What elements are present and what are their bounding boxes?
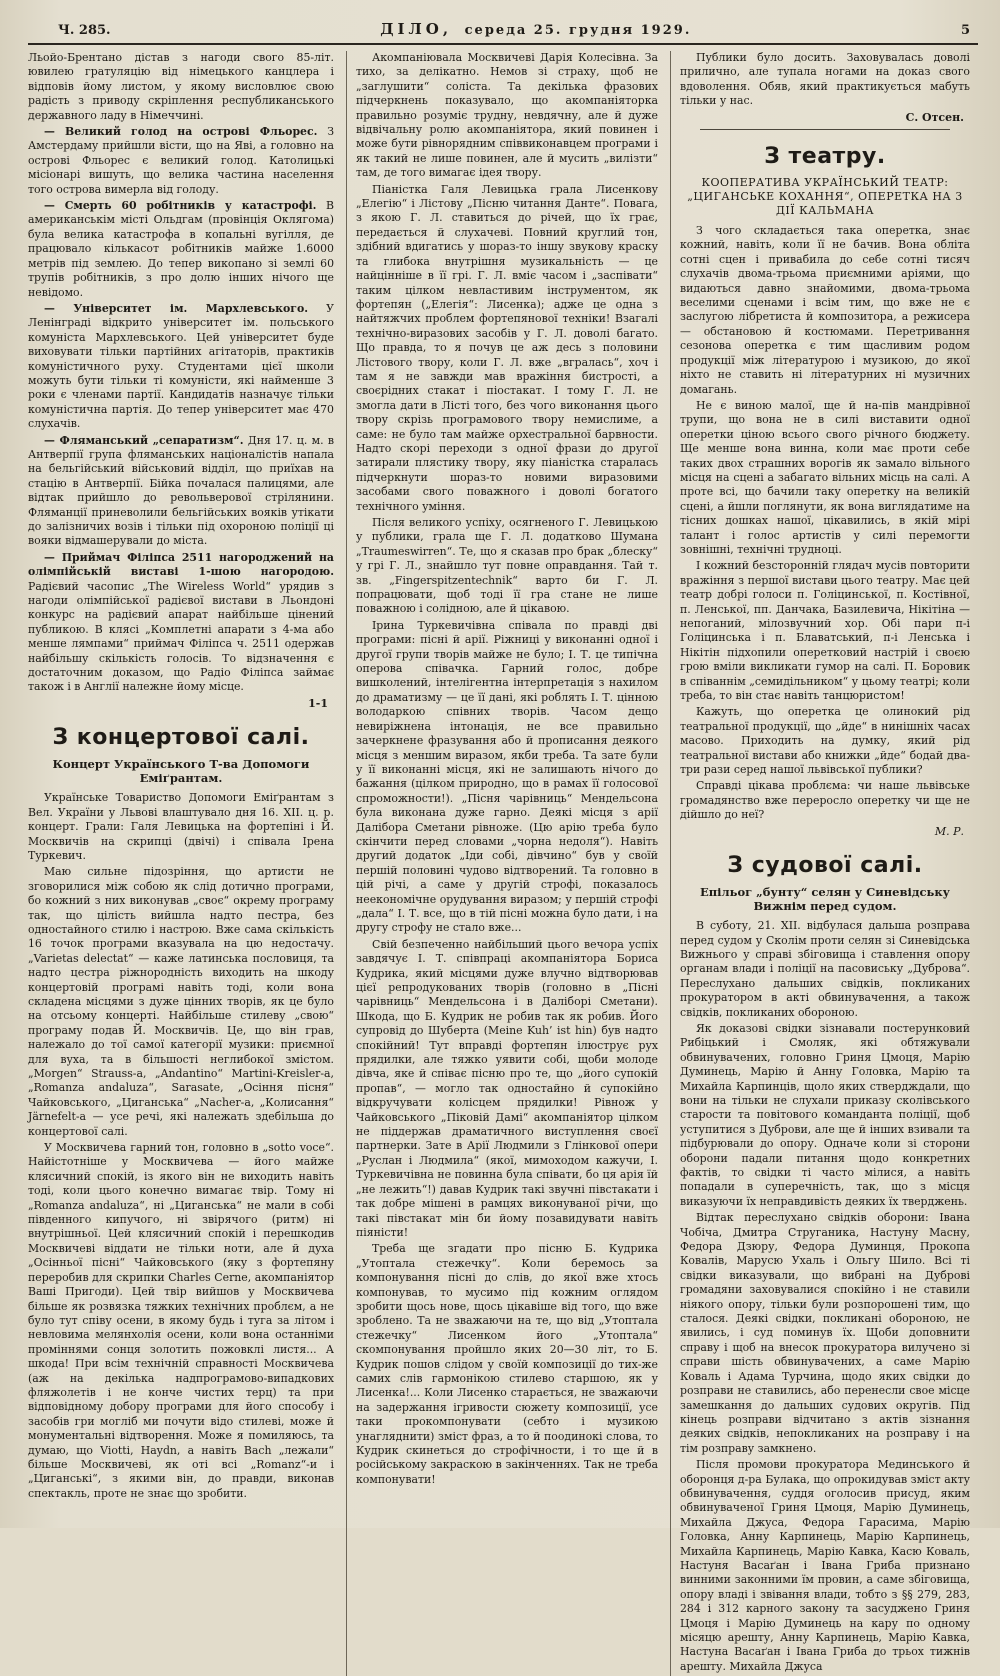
news-lead: — Приймач Філіпса 2511 нагороджений на олімпійській виставі 1-шою нагородою. bbox=[28, 550, 334, 579]
issue-number: Ч. 285. bbox=[58, 23, 111, 38]
author-signature: М. Р. bbox=[934, 824, 964, 838]
article-paragraph: І кожний безсторонній глядач мусів повторити вражіння з першої вистави цього театру. Має цей театр добрі голоси п. Голіцинської, п. Костівної, п. Ленської, пп. Данчака, Базилевича, Нікітіна — непоганий, мілозвучний хор. Обі пари п-і Голіцинська і п. Блаватський, п-і Ленська і Нікітін підхопили оперетковий настрій і своєю грою вміли викликати гумор на салі. П. Боровик в співаннім „семидільником“ у цьому театрі; коли треба, то він стає навіть танцюристом! bbox=[680, 559, 970, 703]
article-paragraph: Треба ще згадати про пісню Б. Кудрика „Утоптала стежечку“. Коли беремось за компонування пісні до слів, до якої вже хтось компонував, то мусимо під кожним оглядом зробити щось нове, щось цікавіше від того, що вже зроблено. Та не зважаючи на те, що від „Утоптала стежечку“ Лисенком його „Утоптала“ скомпонування пройшло яких 20—30 літ, то Б. Кудрик пошов слідом у своїй композиції до тих-же самих слів гармонікою стилево старшою, як у Лисенка!... Коли Лисенко старається, не зважаючи на задержання ігривости сюжету композиції, усе таки прокомпонувати (себто і музикою унагляднити) зміст фраз, а то й поодинокі слова, то Кудрик скинеться до строфічности, і то ще й в російському закраскою в закінченнях. Так не треба компонувати! bbox=[356, 1242, 658, 1486]
column-2 bbox=[346, 51, 658, 1676]
article-paragraph: Акомпаніювала Москвичеві Дарія Колесівна. За тихо, за делікатно. Немов зі страху, щоб не „заглушити“ соліста. Та декілька фразових підчеркнень показувало, що акомпаніяторка правильно розуміє трудну, невдячну, але й дуже відвічальну ролю акомпаніятора, який повинен і може бути рівнорядним співвиконавцем програми і як такий не лише повинен, але й мусить „вилізти“ там, де того вимагає ідея твору. bbox=[356, 51, 658, 180]
article-paragraph: В суботу, 21. XII. відбулася дальша розправа перед судом у Сколім проти селян зі Синевідська Вижнього у справі збіговища і ставлення опору органам влади і поліції на пасовиську „Дуброва“. Переслухано дальших свідків, покликаних прокуратором в акті обвинувачення, а також свідків, покликаних обороною. bbox=[680, 919, 970, 1019]
page-number: 5 bbox=[960, 23, 970, 38]
news-lead: — Смерть 60 робітників у катастрофі. bbox=[44, 199, 317, 213]
divider bbox=[700, 129, 950, 130]
article-paragraph: Ірина Туркевичівна співала по правді дві програми: пісні й арії. Ріжниці у виконанні одної і другої групи творів майже не було; І. Т. це типічна оперова співачка. Гарний голос, добре вишколений, інтелігентна інтерпретація з нахилом до драматизму — це її дані, які роблять І. Т. цінною володаркою співних творів. Часом дещо невиріжнена інтонація, не все правильно зачеркнене фразування або й прописання деякого місця з меншим виразом, якби треба. Та зате були у її виконанні місця, які не залишають нічого до бажання (цілком природно, що в рамах її голосової спроможности!). „Пісня чарівниць“ Мендельсона була виконана дуже гарно. Деякі місця з арії Далібора Сметани рівноже. (Цю арію треба було скінчити перед словами „чорна недоля“). Навіть другий додаток „Іди собі, дівчино“ був у своїй першій половині чудово відтворений. Та головно в цій річі, а саме у другій строфі, показалось неекономічне орудування виразом; у першій строфі „дала“ І. Т. все, що в тій пісні можна було дати, і на другу строфу не стало вже... bbox=[356, 618, 658, 935]
section-heading-concert: З концертової салі. bbox=[52, 725, 310, 751]
news-lead: — Університет ім. Мархлевського. bbox=[44, 301, 309, 315]
column-1 bbox=[28, 51, 334, 1676]
news-item bbox=[28, 434, 334, 549]
author-signature: С. Отсен. bbox=[905, 110, 964, 124]
masthead-center bbox=[380, 20, 691, 38]
article-paragraph: Відтак переслухано свідків оборони: Івана Чобіча, Дмитра Струганика, Настуну Масну, Федора Дзюру, Федора Думинця, Прокопа Ковалів, Марусю Ухаль і Ольгу Шило. Всі ті свідки виказували, що вибрані на Дуброві громадяни заховувалися спокійно і не ставили ніякого опору, тільки були розпорошені тим, що сталося. Деякі свідки, покликані обороною, не явились, і суд поминув їх. Щоби доповнити справу і щоб на внесок прокуратора вилучено зі справи шість обвинувачених, а саме Марію Коваль і Адама Турчина, щодо яких свідки до розправи не ставились, або перенесли свое місце замешкання до дальших судових округів. Під кінець розправи відчитано з актів зізнання деяких свідків, непокликаних на розправу і на тім розправу замкнено. bbox=[680, 1211, 970, 1455]
article-paragraph: Справді цікава проблєма: чи наше львівське громадянство вже переросло оперетку чи ще не дійшло до неї? bbox=[680, 779, 970, 822]
article-paragraph: Як доказові свідки зізнавали постерунковий Рибіцький і Смоляк, які обтяжували обвинувачених, головно Гриня Цмоця, Марію Думинець, Марію й Анну Головка, Марію та Михайла Карпинців, щоло яких ствердждали, що вони на тільки не слухали приказу сколівського старости та повітового команданта поліції, щоб уступитися з Дуброви, але ще й інших взивали та підбурювали до опору. Одначе коли зі сторони оборони падали питання щодо конкретних фактів, то свідки ті часто мілися, а навіть попадали в суперечність, так, що з місця виказуючи їх неправдивість деяких їх тверджень. bbox=[680, 1021, 970, 1208]
article-title-theatre: КООПЕРАТИВА УКРАЇНСЬКИЙ ТЕАТР: „ЦИГАНСЬКЕ КОХАННЯ“, ОПЕРЕТКА НА 3 ДІЇ КАЛЬМАНА bbox=[687, 176, 963, 218]
article-paragraph: Кажуть, що оперетка це олинокий рід театральної продукції, що „йде“ в нинішніх часах масово. Приходить на думку, який рід театральної вистави або книжки „йде“ бодай два-три рази серед нашої львівської публики? bbox=[680, 705, 970, 777]
column-3 bbox=[670, 51, 970, 1676]
article-paragraph: Після великого успіху, осягненого Г. Левицькою у публики, грала ще Г. Л. додатково Шумана „Traumeswirren“. Те, що я сказав про брак „блеску“ у грі Г. Л., знайшло тут повне оправдання. Тай т. зв. „Fingerspitzentechnik“ варто би Г. Л. попрацювати, щоб тоді її гра стане не лише поважною і солідною, але й цікавою. bbox=[356, 516, 658, 616]
ad-code: 1-1 bbox=[308, 696, 328, 710]
article-paragraph: Публики було досить. Заховувалась доволі прилично, але тупала ногами на доказ свого вдоволення. Обяв, який практикується мабуть тільки у нас. bbox=[680, 51, 970, 108]
news-lead: — Фляманський „сепаратизм“. bbox=[44, 433, 244, 447]
article-title-concert: Концерт Українського Т-ва Допомоги Еміґрантам. bbox=[52, 757, 310, 786]
news-item-continuation: Льойо-Брентано дістав з нагоди свого 85-літ. ювилею гратуляцію від німецького канцлера і відповів йому листом, у якому висловлює свою радість з приводу скріплення республиканського державного ладу в Німеччині. bbox=[28, 51, 334, 122]
masthead bbox=[28, 20, 978, 45]
news-item bbox=[28, 199, 334, 300]
article-columns bbox=[28, 51, 978, 1673]
article-paragraph: Українське Товариство Допомоги Еміґрантам з Вел. України у Львові влаштувало дня 16. XII. ц. р. концерт. Грали: Галя Левицька на фортепіні і Й. Москвичів на скрипці (двічі) і співала Ірена Туркевич. bbox=[28, 791, 334, 862]
section-heading-theatre: З театру. bbox=[764, 144, 886, 170]
issue-date: середа 25. грудня 1929. bbox=[464, 23, 692, 38]
news-item bbox=[28, 125, 334, 197]
section-heading-court: З судової салі. bbox=[727, 853, 923, 879]
news-item-ad bbox=[28, 551, 334, 695]
newspaper-title: ДІЛО, bbox=[380, 20, 453, 38]
news-text: Радієвий часопис „The Wireless World“ урядив з нагоди олімпійської радієвої вистави в Льондоні конкурс на радієвий апарат найбільше цінений публикою. В клясі „Комплетні апарати з 4-ма або менше лямпами“ приймач Філіпса ч. 2511 одержав найбільшу скількість голосів. То відзначення є достаточним доказом, що Радіо Філіпса займає також і в Англії належне йому місце. bbox=[28, 579, 334, 694]
article-paragraph: У Москвичева гарний тон, головно в „sotto voce“. Найістотніше у Москвичева — його майже клясичний спокій, із якого він не виходить навіть тоді, коли цього конечно вимагає твір. Тому ні „Romanza andaluza“, ні „Циганська“ не мали в собі південного кипучого, ні звірячого (ритм) ні внутрішньої. Цей клясичний спокій і перешкодив Москвичеві віддати не тільки ноти, але й духа „Осінньої пісні“ Чайковського (яку з фортепяну переробив для скрипки Charles Cerne, акомпаніятор Ваші Пригоди). Цей твір вийшов у Москвичева більше як розвязка тяжких технічних проблєм, а не було тут співу осени, в якому будь і туга за літом і невловима мелянхолія осени, коли вона останніми проміннями сонця золотить пожовклі листя... А шкода! При всім технічній справності Москвичева (аж на декілька надпрограмово-випадкових фляжолетів і не конче чистих терц) та при відповідному добору програми для його способу і засобів гри могліб ми почути відо стилеві, може й монументальні відтворення. Може я помиляюсь, та думаю, що Viotti, Haydn, а навіть Bach „лежали“ більше Москвичеві, як оті всі „Romanz“-и і „Циганські“, з якими він, до правди, виконав спектакль, проте не знає що зробити. bbox=[28, 1141, 334, 1500]
news-lead: — Великий голод на острові Фльорес. bbox=[44, 125, 318, 139]
news-item bbox=[28, 302, 334, 432]
article-title-court: Епільог „бунту“ селян у Синевідську Вижнім перед судом. bbox=[700, 885, 950, 914]
article-paragraph: Не є виною малої, ще й на-пів мандрівної трупи, що вона не в силі виставити одної оперетки ціною всього свого річного бюджету. Ще менше вона винна, коли має проти себе таких двох страшних ворогів як замало вільного місця на сцені а забагато вільних місць на салі. А проте всі, що бачили таку оперетку на великій сцені, а йшли поглянути, як вона виглядатиме на тісних дошках нашої, цікавились, в якій мірі талант і голос артистів у силі перемогти зовнішні, технічні трудноці. bbox=[680, 398, 970, 556]
article-paragraph: Після промови прокуратора Мединського й оборонця д-ра Булака, що опрокидував зміст акту обвинувачення, суддя оголосив присуд, яким обвинуваченої Гриня Цмоця, Марію Думинець, Михайла Джуса, Федора Гарасима, Марію Головка, Анну Карпинець, Марію Карпинець, Михайла Карпинець, Марію Кавка, Касю Коваль, Настуня Васаґан і Івана Гриба признано винними законними їм провин, а саме збіговища, опору владі і звівання влади, тобто з §§ 279, 283, 284 і 312 карного закону та засуджено Гриня Цмоця і Марію Думинець на кару по одному місяцю арешту, Анну Карпинець, Марію Кавка, Настуна Васаґан і Івана Гриба до трьох тижнів арешту. Михайла Джуса bbox=[680, 1458, 970, 1673]
article-paragraph: Свій безпеченно найбільший цього вечора успіх завдячує І. Т. співпраці акомпаніятора Бориса Кудрика, який місцями дуже влучно відтворював цієї репродукованих творів (головно в „Пісні чарівниць“ Мендельсона і в Даліборі Сметани). Шкода, що Б. Кудрик не робив так як робив. Його супровід до Шуберта (Meine Kuh’ ist hin) був надто спокійний! Тут вправді фортепян ілюструє рух прядилки, але тяжко уявити собі, щоби молоде дівча, яке й співає пісню про те, що „його супокій пропав“, — могло так одностайно й супокійно відкручувати колісцем прядилки! Рівнож у Чайковського „Піковій Дамі“ акомпаніятор цілком не піддержав драматичного виступлення своєї партнерки. Зате в Арії Людмили з Глінкової опери „Руслан і Людмила“ (якої, мимоходом кажучи, І. Туркевичівна не повинна була співати, бо ця арія їй „не лежить“!) давав Кудрик такі звучні півстакати і так добре мішені в рамцях виконуваної річи, що такі півстакат мін би йому позавидувати навіть піяністи! bbox=[356, 937, 658, 1239]
news-text: З Амстердаму прийшли вісти, що на Яві, а головно на острові Фльорес є великий голод. Католицькі місіонарі вишуть, що велика частина населення того острова вимерла від голоду. bbox=[28, 125, 334, 196]
article-paragraph: З чого складається така оперетка, знає кожний, навіть, коли її не бачив. Вона обліта сотні сцен і привабила до себе сотні тисяч слухачів двома-трьома приємними аріями, що видаються давно знайомими, двома-трьома веселими сценами і всім тим, що вже не є заслугою лібретиста й композитора, а режисера — обстановою й костюмами. Перетривання сезонова оперетка є тим щасливим родом продукції між літературою і музикою, до якої ніхто не ставить ні літературних ні музичних домагань. bbox=[680, 224, 970, 396]
article-paragraph: Піаністка Галя Левицька грала Лисенкову „Елегію“ і Лістову „Пісню читання Данте“. Повага, з якою Г. Л. ставиться до річей, що їх грає, передається й слухачеві. Повний круглий тон, здібний вдигатись у шораз-то іншу звукову краску та глибока внутрішня музикальність — це найцінніше в її грі. Г. Л. вміє часом і „заспівати“ таким цілком невластивим інструментом, як фортепян („Елегія“: Лисенка); адже це одна з найтяжчих проблем фортепянової техніки! Взагалі технічно-виразових засобів у Г. Л. доволі багато. Що правда, то я почув це аж десь з половини Лістового твору, коли Г. Л. вже „вгралась“, хоч і там я не завжди мав вражіння бистрості, а своєрідних стакат і піостакат. І тому Г. Л. не змогла дати в Лісті того, без чого виконання цього твору скрізь програмового твору немислиме, а саме: не було там майже орхестральної барвности. Надто скорі переходи з одної фрази до другої затирали плястику твору, яку піаністка старалась підчеркнути шораз-то новими виразовими засобами свого поважного і доволі богатого технічного уміння. bbox=[356, 182, 658, 513]
news-text: В американськім місті Ольдгам (провінція Оклягома) була велика катастрофа в копальні вугілля, де працювало кількасот робітників майже 1.6000 метрів під землею. До тепер викопано зі землі 60 трупів робітників, з про долю інших нічого ще невідомо. bbox=[28, 199, 334, 299]
article-paragraph: Маю сильне підозріння, що артисти не зговорилися між собою як слід дотично програми, бо кожний з них виконував „своє“ окрему програму так, що цілість вийшла надто пестра, без одностайного стилю і настрою. Вже сама скількість 16 точок програми вказувала на цю недостачу. „Varietas delectat“ — каже латинська пословиця, та надто цестра ріжнородність виходить на шкоду концертовій програмі навіть тоді, коли вона складена місцями з дуже цінних творів, як це було на отсьому концерті. Найбільше стилеву „свою“ програму подав Й. Москвичів. Це, що він грав, належало до тої самої категорії музики: приємної для вуха, та в більшості неглибокої змістом. „Morgen“ Strauss-a, „Andantino“ Martini-Kreisler-a, „Romanza andaluza“, Sarasate, „Осіння пісня“ Чайковського, „Циганська“ „Nacher-a, „Колисання“ Järnefelt-a — усе речі, які належать здебільша до концертової салі. bbox=[28, 865, 334, 1138]
news-text: У Ленінграді відкрито університет ім. польського комуніста Мархлевського. Цей університет буде виховувати тільки партійних агітаторів, практиків комуністичного руху. Студентами цієї школи можуть бути тільки ті комуністи, які найменше 3 роки є членами партії. Кандидатів назначує тільки комуністична партія. До тепер університет має 470 слухачів. bbox=[28, 301, 334, 431]
news-text: Дня 17. ц. м. в Антверпії група фляманських націоналістів напала на бельгійський військовий відділ, що приїхав на стацію в Антверпії. Бійка почалася палицями, але відтак прийшло до револьверової стрілянини. Фляманції приневолили бельгійських вояків утікати до залізничих возів і тільки під охороною поліції ці вояки відмашерували до міста. bbox=[28, 433, 334, 548]
